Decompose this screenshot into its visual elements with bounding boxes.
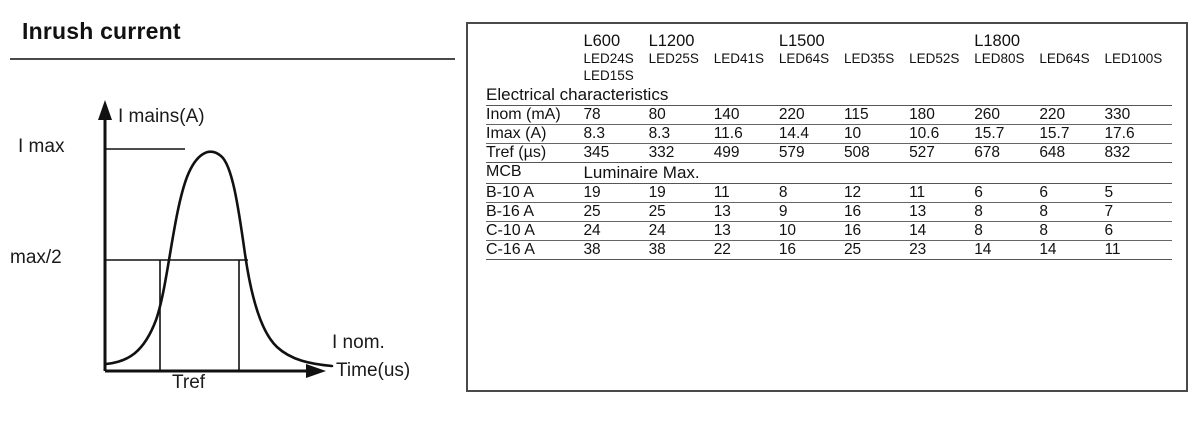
subheader-col-5: LED35S (843, 51, 895, 66)
section-electrical-title: Electrical characteristics (486, 85, 1172, 106)
cell-c16a-1: 38 (583, 240, 648, 259)
group-header-l1800: L1800 (974, 32, 1021, 50)
subheader-col-1-line1: LED24S (583, 51, 634, 66)
row-label-imax: Imax (A) (486, 124, 583, 143)
subheader-col-7: LED80S (974, 51, 1025, 66)
cell-c16a-9: 11 (1104, 240, 1172, 259)
cell-c16a-7: 14 (974, 240, 1039, 259)
group-header-spacer (486, 32, 583, 51)
cell-c10a-2: 24 (649, 221, 714, 240)
mcb-label: MCB (486, 162, 583, 183)
table-subheader-row (486, 51, 1172, 85)
cell-c10a-9: 6 (1104, 221, 1172, 240)
cell-tref-5: 508 (844, 143, 909, 162)
table-row (486, 183, 1172, 202)
row-label-c16a: C-16 A (486, 240, 583, 259)
subheader-col-6: LED52S (909, 51, 960, 66)
cell-imax-2: 8.3 (649, 124, 714, 143)
cell-c10a-1: 24 (583, 221, 648, 240)
cell-c16a-2: 38 (649, 240, 714, 259)
tref-label: Tref (172, 372, 206, 393)
inom-label: I nom. (332, 332, 385, 353)
subheader-col-4: LED64S (778, 51, 830, 66)
cell-tref-2: 332 (649, 143, 714, 162)
imax-label: I max (18, 136, 65, 157)
cell-b16a-5: 16 (844, 202, 909, 221)
cell-tref-6: 527 (909, 143, 974, 162)
subheader-col-1 (583, 51, 648, 85)
cell-tref-9: 832 (1104, 143, 1172, 162)
subheader-col-3: LED41S (713, 51, 764, 66)
row-label-tref: Tref (µs) (486, 143, 583, 162)
cell-c16a-8: 14 (1039, 240, 1104, 259)
cell-b16a-7: 8 (974, 202, 1039, 221)
cell-inom-3: 140 (714, 105, 779, 124)
cell-b10a-7: 6 (974, 183, 1039, 202)
cell-inom-1: 78 (583, 105, 648, 124)
cell-b10a-2: 19 (649, 183, 714, 202)
cell-b10a-8: 6 (1039, 183, 1104, 202)
title-divider (10, 58, 455, 60)
cell-imax-9: 17.6 (1104, 124, 1172, 143)
cell-b16a-3: 13 (714, 202, 779, 221)
section-electrical-row (486, 85, 1172, 106)
cell-c10a-6: 14 (909, 221, 974, 240)
page-title: Inrush current (22, 18, 181, 44)
inrush-current-panel (10, 6, 455, 411)
section-luminaire-title: Luminaire Max. (583, 162, 1172, 183)
cell-imax-5: 10 (844, 124, 909, 143)
cell-tref-3: 499 (714, 143, 779, 162)
group-header-l1500: L1500 (778, 32, 825, 50)
cell-b10a-4: 8 (779, 183, 844, 202)
cell-b10a-6: 11 (909, 183, 974, 202)
cell-inom-6: 180 (909, 105, 974, 124)
cell-b16a-2: 25 (649, 202, 714, 221)
cell-inom-2: 80 (649, 105, 714, 124)
table-row (486, 124, 1172, 143)
row-label-c10a: C-10 A (486, 221, 583, 240)
cell-b16a-1: 25 (583, 202, 648, 221)
cell-c16a-4: 16 (779, 240, 844, 259)
characteristics-table (486, 32, 1172, 260)
table-row (486, 221, 1172, 240)
inrush-current-chart (10, 64, 455, 404)
cell-b16a-8: 8 (1039, 202, 1104, 221)
maxhalf-label: max/2 (10, 247, 62, 268)
cell-b16a-4: 9 (779, 202, 844, 221)
row-label-b16a: B-16 A (486, 202, 583, 221)
subheader-spacer (486, 51, 583, 85)
cell-imax-3: 11.6 (714, 124, 779, 143)
cell-tref-1: 345 (583, 143, 648, 162)
table-row (486, 105, 1172, 124)
cell-imax-6: 10.6 (909, 124, 974, 143)
cell-c16a-3: 22 (714, 240, 779, 259)
group-header-l1200: L1200 (648, 32, 695, 50)
table-row (486, 143, 1172, 162)
cell-tref-4: 579 (779, 143, 844, 162)
cell-c10a-8: 8 (1039, 221, 1104, 240)
y-axis-arrow (98, 100, 112, 120)
cell-tref-7: 678 (974, 143, 1039, 162)
y-axis-label: I mains(A) (118, 106, 205, 127)
characteristics-table-panel (466, 22, 1188, 392)
cell-inom-7: 260 (974, 105, 1039, 124)
table-row (486, 240, 1172, 259)
cell-c10a-3: 13 (714, 221, 779, 240)
cell-inom-9: 330 (1104, 105, 1172, 124)
table-group-header-row (486, 32, 1172, 51)
cell-c10a-7: 8 (974, 221, 1039, 240)
x-axis-label: Time(us) (336, 360, 411, 381)
cell-b16a-9: 7 (1104, 202, 1172, 221)
row-label-inom: Inom (mA) (486, 105, 583, 124)
group-header-l600: L600 (583, 32, 621, 50)
cell-b10a-3: 11 (714, 183, 779, 202)
row-label-b10a: B-10 A (486, 183, 583, 202)
cell-imax-8: 15.7 (1039, 124, 1104, 143)
cell-b10a-5: 12 (844, 183, 909, 202)
section-luminaire-row (486, 162, 1172, 183)
subheader-col-1-line2: LED15S (583, 67, 634, 83)
cell-b16a-6: 13 (909, 202, 974, 221)
cell-inom-5: 115 (844, 105, 909, 124)
cell-b10a-9: 5 (1104, 183, 1172, 202)
inrush-curve (106, 152, 332, 366)
subheader-col-8: LED64S (1039, 51, 1090, 66)
cell-b10a-1: 19 (583, 183, 648, 202)
cell-c16a-5: 25 (844, 240, 909, 259)
cell-c10a-5: 16 (844, 221, 909, 240)
cell-imax-1: 8.3 (583, 124, 648, 143)
table-row (486, 202, 1172, 221)
cell-c16a-6: 23 (909, 240, 974, 259)
cell-imax-7: 15.7 (974, 124, 1039, 143)
subheader-col-2: LED25S (648, 51, 699, 66)
cell-imax-4: 14.4 (779, 124, 844, 143)
cell-inom-4: 220 (779, 105, 844, 124)
cell-tref-8: 648 (1039, 143, 1104, 162)
cell-c10a-4: 10 (779, 221, 844, 240)
cell-inom-8: 220 (1039, 105, 1104, 124)
subheader-col-9: LED100S (1104, 51, 1163, 66)
